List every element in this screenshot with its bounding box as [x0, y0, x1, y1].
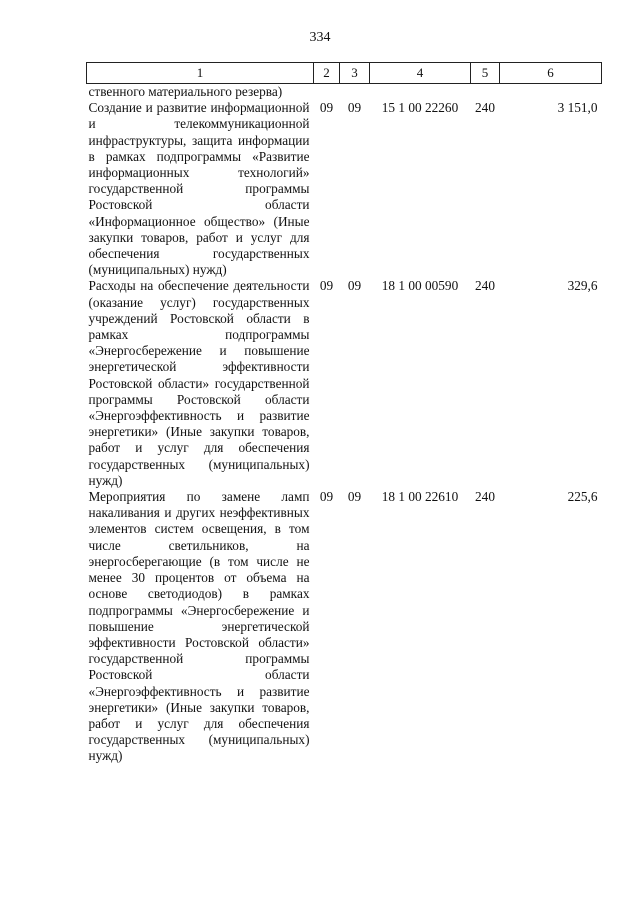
- header-col-3: 3: [340, 63, 370, 84]
- header-col-5: 5: [471, 63, 500, 84]
- table-header-row: [87, 63, 602, 84]
- header-col-6: 6: [500, 63, 602, 84]
- table-row: [87, 278, 602, 489]
- row-target-code: 18 1 00 22610: [381, 489, 459, 505]
- table-row: [87, 489, 602, 764]
- table-row: [87, 84, 602, 101]
- row-amount: [500, 84, 602, 101]
- row-section: [314, 84, 340, 101]
- row-expense-type: 240: [475, 489, 495, 505]
- row-section: 09: [319, 489, 334, 505]
- row-expense-type: 240: [475, 278, 495, 294]
- row-description: ственного материального резерва): [88, 84, 283, 99]
- row-amount: 3 151,0: [557, 100, 598, 116]
- row-subsection: 09: [347, 100, 362, 116]
- row-expense-type: [471, 84, 500, 101]
- header-col-2: 2: [314, 63, 340, 84]
- row-amount: 329,6: [567, 278, 598, 294]
- header-col-4: 4: [370, 63, 471, 84]
- row-description: Расходы на обеспечение деятельности (оказание услуг) государственных учреждений Ростовской области в рамках подпрограммы «Энергосбережение и повышение энергетической эффективности Ростовской области» государственной программы Ростовской области «Энергоэффективность и развитие энергетики» (Иные закупки товаров, работ и услуг для обеспечения государственных (муниципальных) нужд): [88, 278, 310, 488]
- row-section: 09: [319, 100, 334, 116]
- row-amount: 225,6: [567, 489, 598, 505]
- page-number: 334: [309, 30, 331, 45]
- row-expense-type: 240: [475, 100, 495, 116]
- row-description: Мероприятия по замене ламп накаливания и других неэффективных элементов систем освещения, в том числе светильников, на энергосберегающие (в том числе не менее 30 процентов от объема на основе светодиодов) в рамках подпрограммы «Энергосбережение и повышение энергетической эффективности Ростовской области» государственной программы Ростовской области «Энергоэффективность и развитие энергетики» (Иные закупки товаров, работ и услуг для обеспечения государственных (муниципальных) нужд): [88, 489, 310, 764]
- header-col-1: 1: [87, 63, 314, 84]
- row-target-code: [370, 84, 471, 101]
- row-subsection: [340, 84, 370, 101]
- row-target-code: 15 1 00 22260: [381, 100, 459, 116]
- row-subsection: 09: [347, 278, 362, 294]
- row-subsection: 09: [347, 489, 362, 505]
- budget-table: [86, 62, 602, 765]
- row-section: 09: [319, 278, 334, 294]
- table-row: [87, 100, 602, 278]
- row-target-code: 18 1 00 00590: [381, 278, 459, 294]
- row-description: Создание и развитие информационной и телекоммуникационной инфраструктуры, защита информации в рамках подпрограммы «Развитие информационных технологий» государственной программы Ростовской области «Информационное общество» (Иные закупки товаров, работ и услуг для обеспечения государственных (муниципальных) нужд): [88, 100, 310, 278]
